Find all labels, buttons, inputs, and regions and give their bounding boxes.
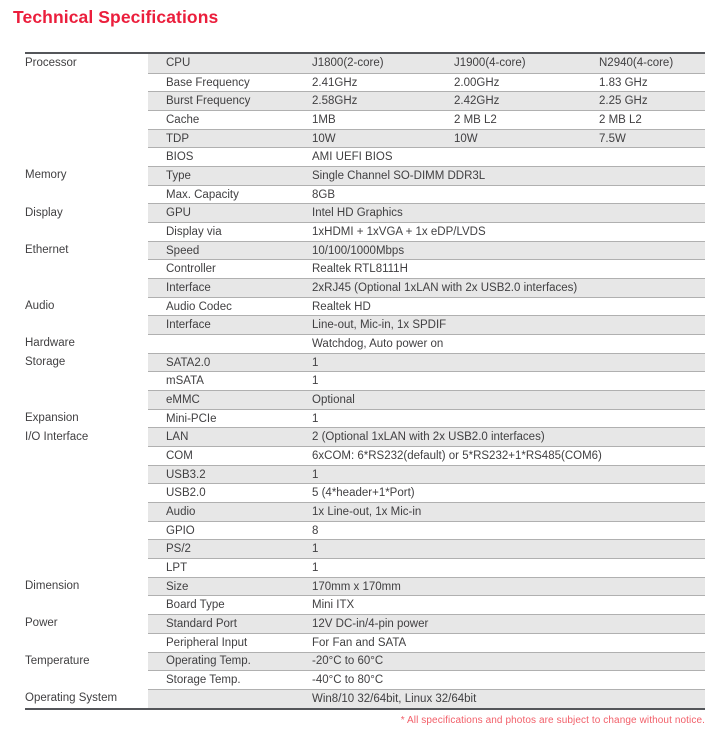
spec-value-cell: 1 [310,558,705,577]
footnote: * All specifications and photos are subject to change without notice. [400,714,705,726]
page-title: Technical Specifications [13,7,219,27]
spec-name-cell: USB3.2 [148,465,310,484]
category-cell [25,483,148,502]
spec-name-cell: CPU [148,54,310,73]
category-cell [25,502,148,521]
category-cell [25,91,148,110]
category-cell: Dimension [25,577,148,596]
spec-value-cell: AMI UEFI BIOS [310,147,705,166]
spec-name-cell: Board Type [148,595,310,614]
category-cell [25,259,148,278]
spec-name-cell: USB2.0 [148,483,310,502]
spec-name-cell [148,689,310,708]
spec-value-cell: 10W [452,129,597,148]
spec-value-cell: Single Channel SO-DIMM DDR3L [310,166,705,185]
spec-name-cell: Type [148,166,310,185]
spec-value-cell: J1900(4-core) [452,54,597,73]
category-cell: Storage [25,353,148,372]
category-cell [25,390,148,409]
spec-name-cell: PS/2 [148,539,310,558]
category-cell: Temperature [25,652,148,671]
spec-value-cell: Win8/10 32/64bit, Linux 32/64bit [310,689,705,708]
spec-value-cell: 10W [310,129,452,148]
spec-name-cell: Controller [148,259,310,278]
category-cell [25,222,148,241]
spec-value-cell: 8 [310,521,705,540]
spec-name-cell: Interface [148,278,310,297]
category-cell [25,129,148,148]
spec-table [25,52,705,710]
spec-name-cell: GPIO [148,521,310,540]
spec-value-cell: 6xCOM: 6*RS232(default) or 5*RS232+1*RS485(COM6) [310,446,705,465]
category-cell: Hardware [25,334,148,353]
spec-value-cell: Mini ITX [310,595,705,614]
spec-value-cell: 1 [310,409,705,428]
category-cell [25,110,148,129]
spec-value-cell: N2940(4-core) [597,54,705,73]
category-cell [25,147,148,166]
category-cell: Memory [25,166,148,185]
spec-value-cell: 1xHDMI + 1xVGA + 1x eDP/LVDS [310,222,705,241]
category-cell [25,670,148,689]
spec-name-cell: Interface [148,315,310,334]
spec-name-cell: LAN [148,427,310,446]
category-cell [25,315,148,334]
spec-name-cell: Storage Temp. [148,670,310,689]
spec-value-cell: 1 [310,465,705,484]
spec-value-cell: 2 MB L2 [452,110,597,129]
category-cell [25,73,148,92]
spec-value-cell: 1 [310,353,705,372]
spec-value-cell: 2.42GHz [452,91,597,110]
category-cell: Power [25,614,148,633]
category-cell: Display [25,203,148,222]
spec-name-cell: TDP [148,129,310,148]
spec-name-cell: COM [148,446,310,465]
spec-value-cell: -40°C to 80°C [310,670,705,689]
spec-value-cell: 5 (4*header+1*Port) [310,483,705,502]
spec-name-cell: Size [148,577,310,596]
spec-value-cell: 170mm x 170mm [310,577,705,596]
spec-value-cell: -20°C to 60°C [310,652,705,671]
spec-name-cell: Display via [148,222,310,241]
spec-name-cell: Operating Temp. [148,652,310,671]
spec-value-cell: For Fan and SATA [310,633,705,652]
spec-value-cell: 1.83 GHz [597,73,705,92]
spec-value-cell: Optional [310,390,705,409]
category-cell [25,446,148,465]
spec-value-cell: 1 [310,371,705,390]
spec-name-cell: BIOS [148,147,310,166]
category-cell [25,539,148,558]
category-cell: I/O Interface [25,427,148,446]
spec-name-cell: Base Frequency [148,73,310,92]
category-cell: Expansion [25,409,148,428]
category-cell [25,185,148,204]
spec-name-cell: Audio [148,502,310,521]
spec-value-cell: 12V DC-in/4-pin power [310,614,705,633]
spec-value-cell: 1 [310,539,705,558]
spec-value-cell: 2.25 GHz [597,91,705,110]
spec-value-cell: Realtek RTL8111H [310,259,705,278]
spec-value-cell: J1800(2-core) [310,54,452,73]
spec-value-cell: 1MB [310,110,452,129]
spec-name-cell: GPU [148,203,310,222]
category-cell [25,521,148,540]
spec-value-cell: Realtek HD [310,297,705,316]
spec-name-cell: eMMC [148,390,310,409]
spec-name-cell: mSATA [148,371,310,390]
spec-value-cell: 1x Line-out, 1x Mic-in [310,502,705,521]
spec-value-cell: 2xRJ45 (Optional 1xLAN with 2x USB2.0 interfaces) [310,278,705,297]
spec-name-cell: Speed [148,241,310,260]
category-cell [25,558,148,577]
spec-value-cell: 7.5W [597,129,705,148]
category-cell [25,595,148,614]
category-cell: Operating System [25,689,148,708]
spec-value-cell: Line-out, Mic-in, 1x SPDIF [310,315,705,334]
category-cell: Processor [25,54,148,73]
spec-value-cell: 2.00GHz [452,73,597,92]
spec-name-cell: Max. Capacity [148,185,310,204]
spec-value-cell: 2 MB L2 [597,110,705,129]
spec-name-cell: Audio Codec [148,297,310,316]
spec-name-cell: Burst Frequency [148,91,310,110]
spec-value-cell: Watchdog, Auto power on [310,334,705,353]
spec-value-cell: 2.58GHz [310,91,452,110]
category-cell [25,633,148,652]
spec-name-cell: Standard Port [148,614,310,633]
spec-name-cell [148,334,310,353]
category-cell: Audio [25,297,148,316]
spec-value-cell: 10/100/1000Mbps [310,241,705,260]
category-cell [25,465,148,484]
spec-name-cell: SATA2.0 [148,353,310,372]
category-cell: Ethernet [25,241,148,260]
spec-name-cell: Mini-PCIe [148,409,310,428]
spec-name-cell: Peripheral Input [148,633,310,652]
category-cell [25,278,148,297]
spec-value-cell: 2 (Optional 1xLAN with 2x USB2.0 interfaces) [310,427,705,446]
category-cell [25,371,148,390]
spec-value-cell: 8GB [310,185,705,204]
spec-name-cell: LPT [148,558,310,577]
spec-name-cell: Cache [148,110,310,129]
spec-value-cell: 2.41GHz [310,73,452,92]
spec-value-cell: Intel HD Graphics [310,203,705,222]
